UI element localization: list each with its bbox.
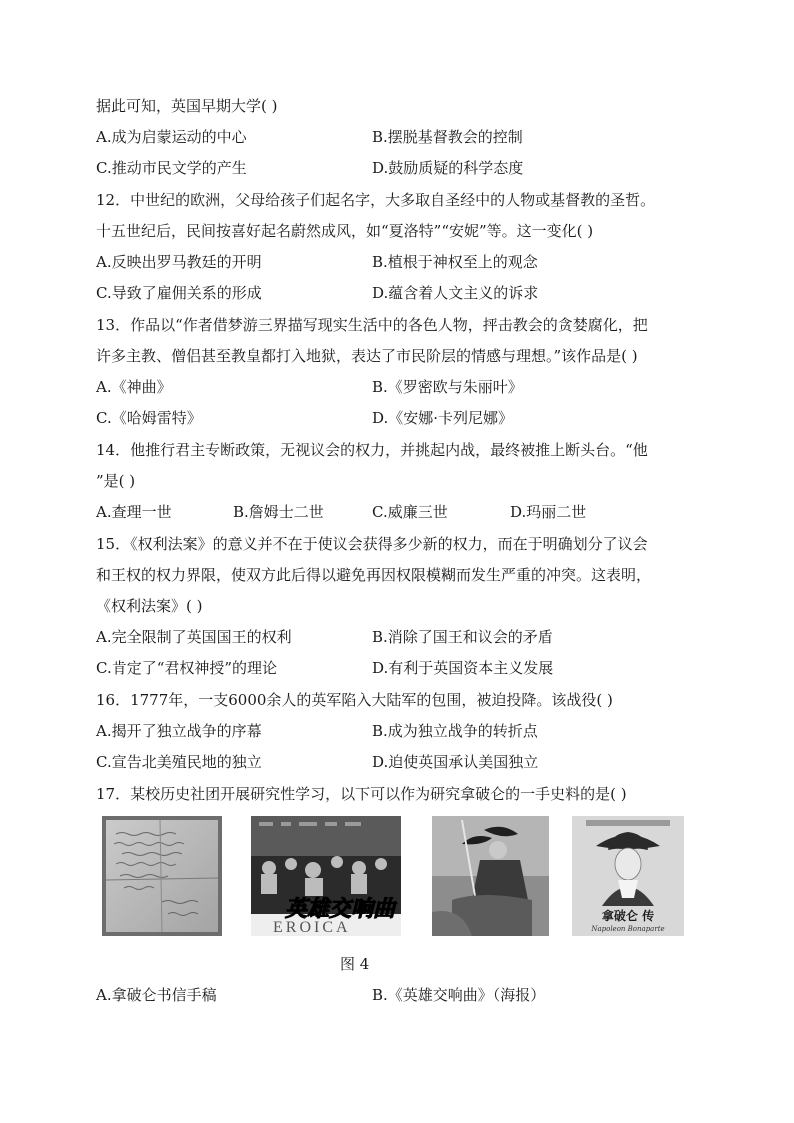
q13-option-d: D.《安娜·卡列尼娜》 bbox=[372, 409, 514, 427]
q14-option-d: D.玛丽二世 bbox=[510, 503, 587, 521]
q11-option-b: B.摆脱基督教会的控制 bbox=[372, 128, 523, 146]
q11-option-c: C.推动市民文学的产生 bbox=[96, 159, 247, 177]
book-subtitle: Napoleon Bonaparte bbox=[591, 925, 665, 933]
figure-caption: 图 4 bbox=[340, 955, 370, 973]
q13-stem-1: 13．作品以“作者借梦游三界描写现实生活中的各色人物，抨击教会的贪婪腐化，把 bbox=[96, 316, 648, 334]
q15-option-a: A.完全限制了英国国王的权利 bbox=[96, 628, 292, 646]
eroica-poster-illustration bbox=[251, 816, 401, 936]
q16-option-b: B.成为独立战争的转折点 bbox=[372, 722, 538, 740]
q11-option-a: A.成为启蒙运动的中心 bbox=[96, 128, 247, 146]
book-title: 拿破仑 传 bbox=[601, 909, 655, 923]
q14-stem-1: 14．他推行君主专断政策，无视议会的权力，并挑起内战，最终被推上断头台。“他 bbox=[96, 441, 648, 459]
q15-option-d: D.有利于英国资本主义发展 bbox=[372, 659, 554, 677]
napoleon-horse-illustration bbox=[432, 816, 549, 936]
q15-stem-1: 15．《权利法案》的意义并不在于使议会获得多少新的权力，而在于明确划分了议会 bbox=[96, 535, 648, 553]
manuscript-illustration bbox=[102, 816, 222, 936]
q15-option-b: B.消除了国王和议会的矛盾 bbox=[372, 628, 553, 646]
q11-stem-end: 据此可知，英国早期大学( ) bbox=[96, 97, 278, 115]
q16-stem: 16．1777年，一支6000余人的英军陷入大陆军的包围，被迫投降。该战役( ) bbox=[96, 691, 613, 709]
poster-subtitle: EROICA bbox=[273, 919, 351, 936]
q13-option-b: B.《罗密欧与朱丽叶》 bbox=[372, 378, 523, 396]
letter-manuscript-image bbox=[102, 816, 222, 936]
q12-option-a: A.反映出罗马教廷的开明 bbox=[96, 253, 262, 271]
q13-option-c: C.《哈姆雷特》 bbox=[96, 409, 202, 427]
q16-option-d: D.迫使英国承认美国独立 bbox=[372, 753, 539, 771]
q12-stem-1: 12．中世纪的欧洲，父母给孩子们起名字，大多取自圣经中的人物或基督教的圣哲。 bbox=[96, 191, 656, 209]
q17-stem: 17．某校历史社团开展研究性学习，以下可以作为研究拿破仑的一手史料的是( ) bbox=[96, 785, 627, 803]
q16-option-c: C.宣告北美殖民地的独立 bbox=[96, 753, 262, 771]
napoleon-biography-cover-image bbox=[572, 816, 684, 936]
poster-title: 英雄交响曲 bbox=[285, 897, 396, 922]
q15-stem-3: 《权利法案》( ) bbox=[96, 597, 203, 615]
q17-option-a: A.拿破仑书信手稿 bbox=[96, 986, 217, 1004]
napoleon-painting-image bbox=[432, 816, 549, 936]
q16-option-a: A.揭开了独立战争的序幕 bbox=[96, 722, 262, 740]
q14-option-c: C.威廉三世 bbox=[372, 503, 448, 521]
q11-option-d: D.鼓励质疑的科学态度 bbox=[372, 159, 524, 177]
q15-option-c: C.肯定了“君权神授”的理论 bbox=[96, 659, 278, 677]
q14-option-a: A.查理一世 bbox=[96, 503, 172, 521]
q14-option-b: B.詹姆士二世 bbox=[233, 503, 324, 521]
book-cover-illustration bbox=[572, 816, 684, 936]
q12-option-d: D.蕴含着人文主义的诉求 bbox=[372, 284, 539, 302]
q15-stem-2: 和王权的权力界限，使双方此后得以避免再因权限模糊而发生严重的冲突。这表明， bbox=[96, 566, 652, 584]
q13-option-a: A.《神曲》 bbox=[96, 378, 172, 396]
q12-stem-2: 十五世纪后，民间按喜好起名蔚然成风，如“夏洛特”“安妮”等。这一变化( ) bbox=[96, 222, 594, 240]
q14-stem-2: ”是( ) bbox=[96, 472, 136, 490]
eroica-poster-image bbox=[251, 816, 401, 936]
q12-option-b: B.植根于神权至上的观念 bbox=[372, 253, 538, 271]
q13-stem-2: 许多主教、僧侣甚至教皇都打入地狱，表达了市民阶层的情感与理想。”该作品是( ) bbox=[96, 347, 638, 365]
q17-option-b: B.《英雄交响曲》（海报） bbox=[372, 986, 546, 1004]
q12-option-c: C.导致了雇佣关系的形成 bbox=[96, 284, 262, 302]
